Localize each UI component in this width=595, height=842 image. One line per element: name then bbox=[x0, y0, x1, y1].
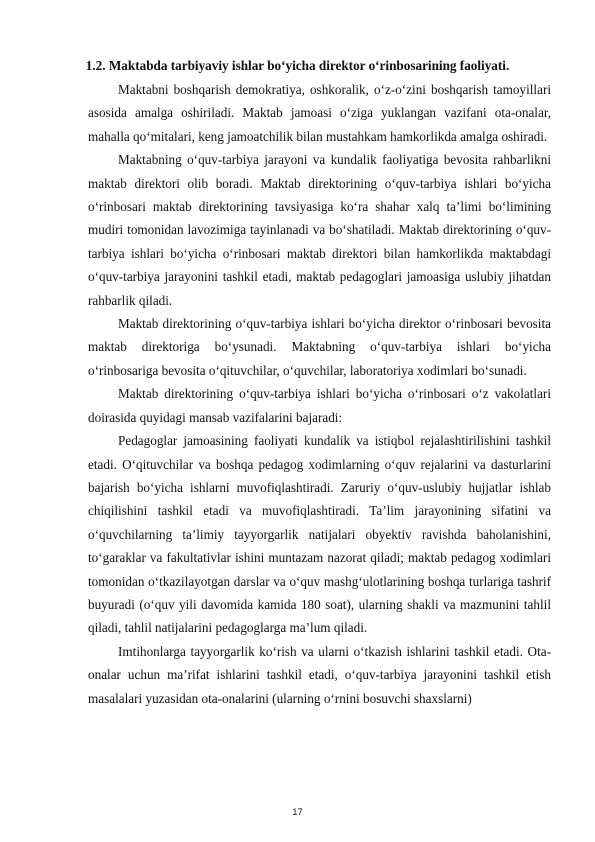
paragraph-5: Pedagoglar jamoasining faoliyati kundalik va istiqbol rejalashtirilishini tashkil etadi. O‘qituvchilar va boshqa pedagog xodimlarning o‘quv rejalarini va dasturlarini bajarish bo‘yicha ishlarni muvofiqlashtiradi. Zaruriy o‘quv-uslubiy hujjatlar ishlab chiqilishini tashkil etadi va muvofiqlashtiradi. Ta’lim jarayonining sifatini va o‘quvchilarning ta’limiy tayyorgarlik natijalari obyektiv ravishda baholanishini, to‘garaklar va fakultativlar ishini muntazam nazorat qiladi; maktab pedagog xodimlari tomonidan o‘tkazilayotgan darslar va o‘quv mashg‘ulotlarining boshqa turlariga tashrif buyuradi (o‘quv yili davomida kamida 180 soat), ularning shakli va mazmunini tahlil qiladi, tahlil natijalarini pedagoglarga ma’lum qiladi. bbox=[88, 433, 551, 636]
paragraph-3: Maktab direktorining o‘quv-tarbiya ishlari bo‘yicha direktor o‘rinbosari bevosita maktab direktoriga bo‘ysunadi. Maktabning o‘quv-tarbiya ishlari bo‘yicha o‘rinbosariga bevosita o‘qituvchilar, o‘quvchilar, laboratoriya xodimlari bo‘sunadi. bbox=[88, 316, 551, 378]
paragraph-2: Maktabning o‘quv-tarbiya jarayoni va kundalik faoliyatiga bevosita rahbarlikni maktab direktori olib boradi. Maktab direktorining o‘quv-tarbiya ishlari bo‘yicha o‘rinbosari maktab direktorining tavsiyasiga ko‘ra shahar xalq ta’limi bo‘limining mudiri tomonidan lavozimiga tayinlanadi va bo‘shatiladi. Maktab direktorining o‘quv-tarbiya ishlari bo‘yicha o‘rinbosari maktab direktori bilan hamkorlikda maktabdagi o‘quv-tarbiya jarayonini tashkil etadi, maktab pedagoglari jamoasiga uslubiy jihatdan rahbarlik qiladi. bbox=[88, 152, 551, 308]
paragraph-4: Maktab direktorining o‘quv-tarbiya ishlari bo‘yicha o‘rinbosari o‘z vakolatlari doirasida quyidagi mansab vazifalarini bajaradi: bbox=[88, 386, 551, 425]
paragraph-1: Maktabni boshqarish demokratiya, oshkoralik, o‘z-o‘zini boshqarish tamoyillari asosida amalga oshiriladi. Maktab jamoasi o‘ziga yuklangan vazifani ota-onalar, mahalla qo‘mitalari, keng jamoatchilik bilan mustahkam hamkorlikda amalga oshiradi. bbox=[88, 82, 551, 144]
paragraph-6: Imtihonlarga tayyorgarlik ko‘rish va ularni o‘tkazish ishlarini tashkil etadi. Ota-onalar uchun ma’rifat ishlarini tashkil etadi, o‘quv-tarbiya jarayonini tashkil etish masalalari yuzasidan ota-onalarini (ularning o‘rnini bosuvchi shaxslarni) bbox=[88, 643, 551, 706]
section-heading: 1.2. Maktabda tarbiyaviy ishlar bo‘yicha direktor o‘rinbosarining faoliyati. bbox=[85, 58, 510, 73]
body-text bbox=[88, 78, 551, 710]
page-number: 17 bbox=[292, 807, 303, 818]
